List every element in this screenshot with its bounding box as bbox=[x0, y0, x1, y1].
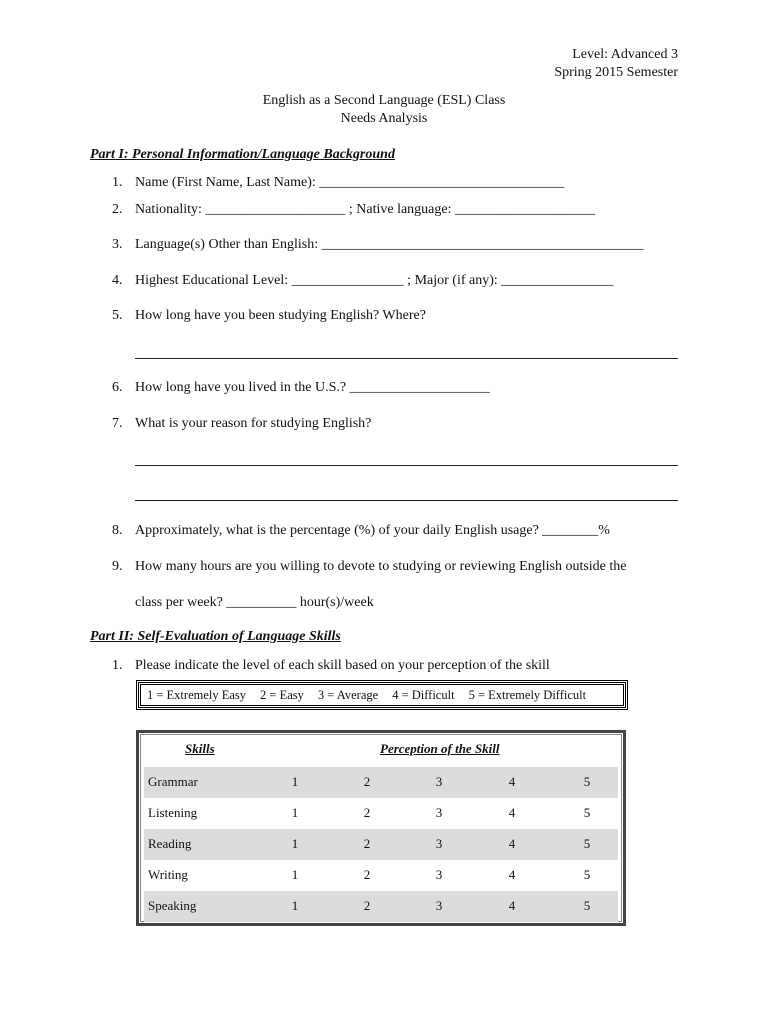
question-text: What is your reason for studying English? bbox=[135, 416, 372, 431]
rating-4[interactable]: 4 bbox=[508, 805, 516, 820]
answer-line[interactable] bbox=[135, 500, 678, 501]
rating-2[interactable]: 2 bbox=[363, 805, 371, 820]
level-label: Level: Advanced 3 bbox=[572, 47, 678, 62]
column-header-skills: Skills bbox=[185, 741, 215, 756]
table-row bbox=[144, 829, 618, 860]
rating-4[interactable]: 4 bbox=[508, 774, 516, 789]
question-text: Nationality: ____________________ ; Native language: ____________________ bbox=[135, 202, 596, 217]
rating-scale-legend bbox=[138, 682, 626, 708]
table-row bbox=[144, 891, 618, 922]
question-text: How long have you been studying English? Where? bbox=[135, 308, 426, 323]
part2-heading: Part II: Self-Evaluation of Language Skills bbox=[90, 629, 341, 644]
rating-1[interactable]: 1 bbox=[291, 898, 299, 913]
rating-4[interactable]: 4 bbox=[508, 867, 516, 882]
document-header bbox=[554, 46, 678, 82]
legend-item: 3 = Average bbox=[317, 687, 379, 702]
question-text: class per week? __________ hour(s)/week bbox=[135, 595, 374, 610]
question-number: 3. bbox=[112, 237, 123, 252]
rating-1[interactable]: 1 bbox=[291, 774, 299, 789]
rating-5[interactable]: 5 bbox=[583, 836, 591, 851]
legend-item: 2 = Easy bbox=[260, 687, 304, 702]
rating-3[interactable]: 3 bbox=[435, 836, 443, 851]
question-number: 8. bbox=[112, 523, 123, 538]
question-number: 6. bbox=[112, 380, 123, 395]
question-text: Name (First Name, Last Name): ___________________________________ bbox=[135, 175, 565, 190]
title-line-1: English as a Second Language (ESL) Class bbox=[262, 93, 506, 108]
rating-5[interactable]: 5 bbox=[583, 805, 591, 820]
rating-3[interactable]: 3 bbox=[435, 805, 443, 820]
question-text: Please indicate the level of each skill based on your perception of the skill bbox=[135, 658, 550, 673]
question-number: 7. bbox=[112, 416, 123, 431]
part1-heading: Part I: Personal Information/Language Background bbox=[90, 147, 395, 162]
question-number: 4. bbox=[112, 273, 123, 288]
legend-item: 5 = Extremely Difficult bbox=[468, 687, 587, 702]
question-number: 9. bbox=[112, 559, 123, 574]
rating-4[interactable]: 4 bbox=[508, 836, 516, 851]
question-text: How many hours are you willing to devote to studying or reviewing English outside the bbox=[135, 559, 627, 574]
rating-5[interactable]: 5 bbox=[583, 898, 591, 913]
question-number: 2. bbox=[112, 202, 123, 217]
rating-5[interactable]: 5 bbox=[583, 867, 591, 882]
answer-line[interactable] bbox=[135, 465, 678, 466]
rating-5[interactable]: 5 bbox=[583, 774, 591, 789]
question-text: How long have you lived in the U.S.? ____________________ bbox=[135, 380, 490, 395]
rating-1[interactable]: 1 bbox=[291, 836, 299, 851]
rating-2[interactable]: 2 bbox=[363, 898, 371, 913]
column-header-perception: Perception of the Skill bbox=[380, 741, 500, 756]
question-text: Highest Educational Level: ________________ ; Major (if any): ________________ bbox=[135, 273, 614, 288]
table-row bbox=[144, 798, 618, 829]
rating-1[interactable]: 1 bbox=[291, 867, 299, 882]
table-header bbox=[139, 737, 623, 763]
skills-table bbox=[136, 730, 626, 926]
skill-name: Writing bbox=[148, 867, 188, 882]
question-number: 1. bbox=[112, 175, 123, 190]
title-line-2: Needs Analysis bbox=[340, 111, 428, 126]
rating-2[interactable]: 2 bbox=[363, 836, 371, 851]
legend-item: 4 = Difficult bbox=[392, 687, 455, 702]
skill-name: Reading bbox=[148, 836, 192, 851]
question-text: Approximately, what is the percentage (%) of your daily English usage? ________% bbox=[135, 523, 610, 538]
rating-3[interactable]: 3 bbox=[435, 898, 443, 913]
rating-3[interactable]: 3 bbox=[435, 867, 443, 882]
document-title bbox=[0, 92, 768, 128]
question-number: 5. bbox=[112, 308, 123, 323]
rating-3[interactable]: 3 bbox=[435, 774, 443, 789]
table-row bbox=[144, 860, 618, 891]
rating-4[interactable]: 4 bbox=[508, 898, 516, 913]
table-row bbox=[144, 767, 618, 798]
skill-name: Listening bbox=[148, 805, 198, 820]
rating-1[interactable]: 1 bbox=[291, 805, 299, 820]
question-text: Language(s) Other than English: ______________________________________________ bbox=[135, 237, 644, 252]
semester-label: Spring 2015 Semester bbox=[554, 65, 678, 80]
legend-item: 1 = Extremely Easy bbox=[147, 687, 247, 702]
skill-name: Speaking bbox=[148, 898, 197, 913]
question-number: 1. bbox=[112, 658, 123, 673]
skill-name: Grammar bbox=[148, 774, 198, 789]
answer-line[interactable] bbox=[135, 358, 678, 359]
rating-2[interactable]: 2 bbox=[363, 867, 371, 882]
rating-2[interactable]: 2 bbox=[363, 774, 371, 789]
